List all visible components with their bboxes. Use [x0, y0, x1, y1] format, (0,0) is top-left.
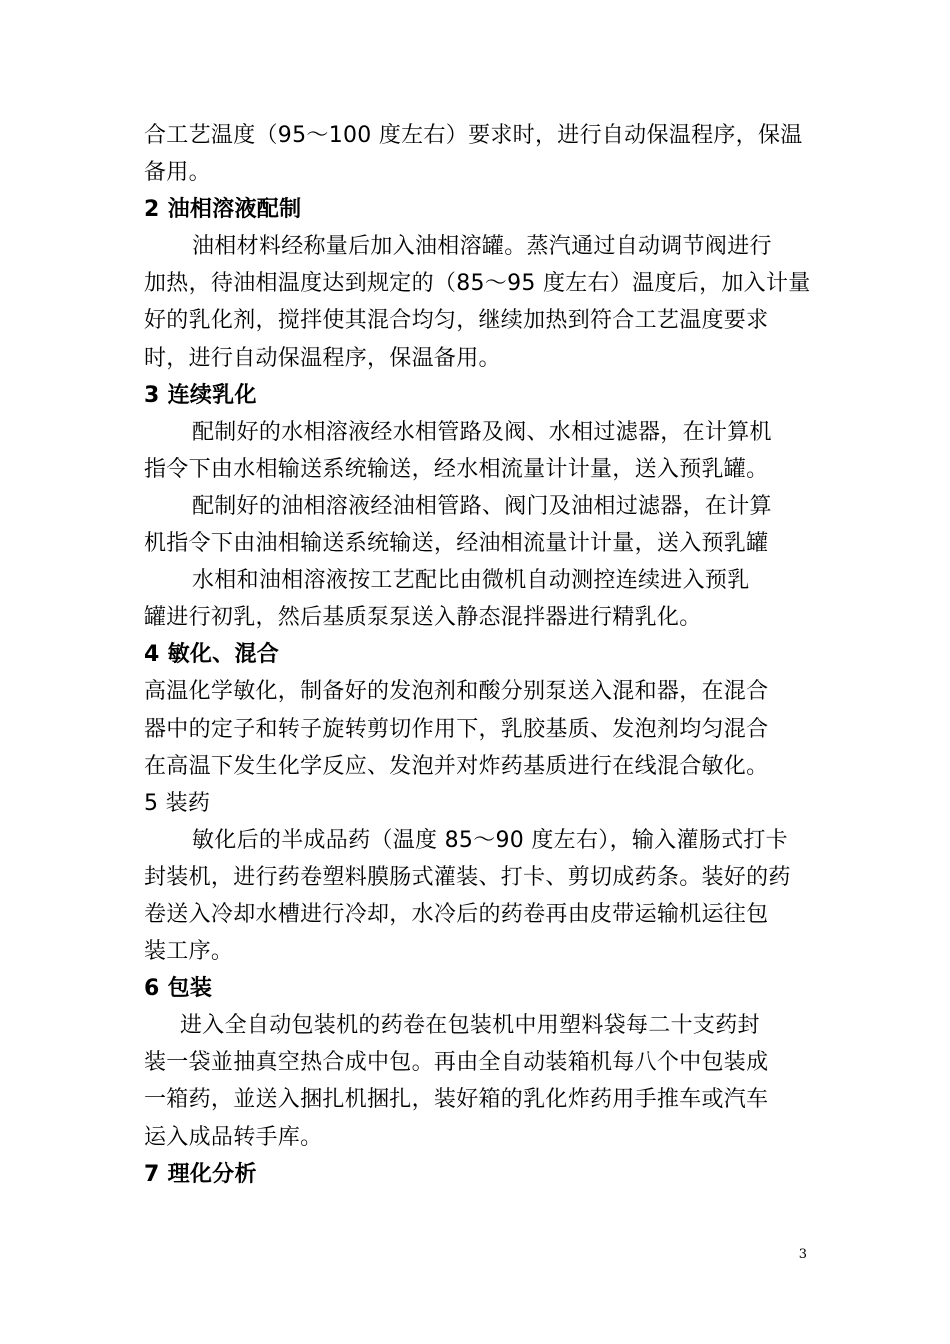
paragraph-line: 时，进行自动保温程序，保温备用。: [144, 345, 501, 371]
paragraph-line: 封装机，进行药卷塑料膜肠式灌装、打卡、剪切成药条。装好的药: [144, 864, 791, 890]
paragraph-line: 罐进行初乳，然后基质泵泵送入静态混拌器进行精乳化。: [144, 605, 702, 631]
paragraph-line: 加热，待油相温度达到规定的（85～95 度左右）温度后，加入计量: [144, 271, 811, 297]
section-heading: 6 包装: [144, 976, 213, 1002]
paragraph-line: 油相材料经称量后加入油相溶罐。蒸汽通过自动调节阀进行: [192, 234, 772, 260]
paragraph-line: 配制好的水相溶液经水相管路及阀、水相过滤器，在计算机: [192, 419, 772, 445]
paragraph-line: 指令下由水相输送系统输送，经水相流量计计量，送入预乳罐。: [144, 456, 769, 482]
paragraph-line: 装工序。: [144, 939, 234, 965]
paragraph-line: 进入全自动包装机的药卷在包装机中用塑料袋每二十支药封: [180, 1013, 760, 1039]
body-text: [144, 117, 816, 1193]
section-heading: 4 敏化、混合: [144, 642, 280, 668]
paragraph-line: 水相和油相溶液按工艺配比由微机自动测控连续进入预乳: [192, 568, 750, 594]
page-number: 3: [798, 1247, 807, 1262]
paragraph-line: 合工艺温度（95～100 度左右）要求时，进行自动保温程序，保温: [144, 123, 803, 148]
paragraph-line: 好的乳化剂，搅拌使其混合均匀，继续加热到符合工艺温度要求: [144, 308, 769, 334]
section-heading: 7 理化分析: [144, 1161, 257, 1187]
paragraph-line: 装一袋並抽真空热合成中包。再由全自动装箱机每八个中包装成: [144, 1050, 769, 1076]
paragraph-line: 一箱药，並送入捆扎机捆扎，装好箱的乳化炸药用手推车或汽车: [144, 1087, 769, 1113]
paragraph-line: 配制好的油相溶液经油相管路、阀门及油相过滤器，在计算: [192, 493, 772, 519]
paragraph-line: 器中的定子和转子旋转剪切作用下，乳胶基质、发泡剂均匀混合: [144, 716, 769, 742]
paragraph-line: 运入成品转手库。: [144, 1124, 323, 1150]
section-heading: 2 油相溶液配制: [144, 197, 302, 223]
paragraph-line: 备用。: [144, 160, 211, 186]
section-heading: 3 连续乳化: [144, 382, 257, 408]
paragraph-line: 敏化后的半成品药（温度 85～90 度左右），输入灌肠式打卡: [192, 827, 788, 853]
paragraph-line: 卷送入冷却水槽进行冷却，水冷后的药卷再由皮带运输机运往包: [144, 901, 769, 927]
section-heading: 5 装药: [144, 790, 211, 816]
paragraph-line: 高温化学敏化，制备好的发泡剂和酸分别泵送入混和器，在混合: [144, 679, 769, 705]
paragraph-line: 在高温下发生化学反应、发泡并对炸药基质进行在线混合敏化。: [144, 753, 769, 779]
paragraph-line: 机指令下由油相输送系统输送，经油相流量计计量，送入预乳罐: [144, 531, 769, 557]
